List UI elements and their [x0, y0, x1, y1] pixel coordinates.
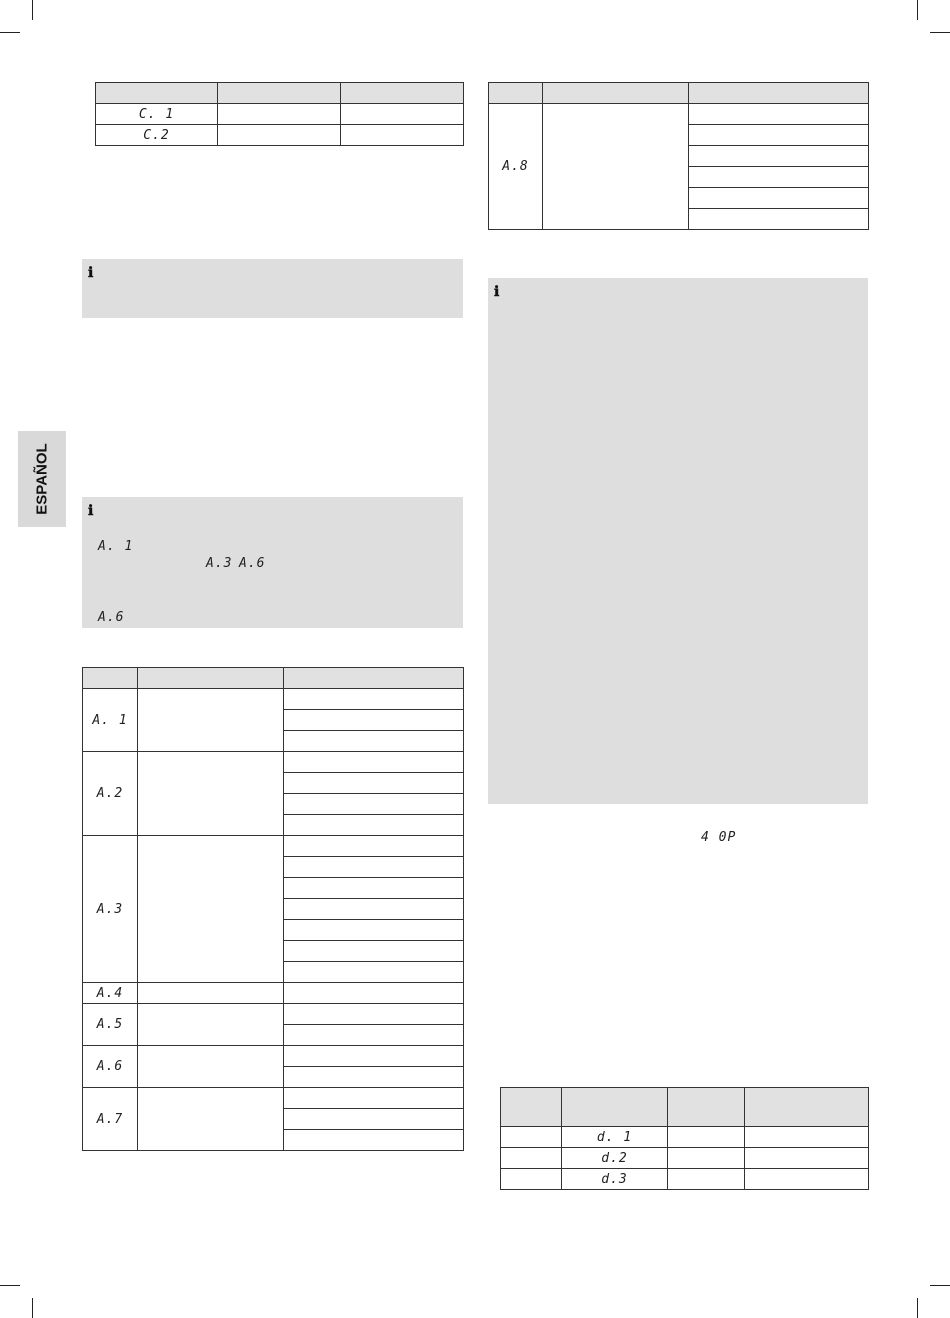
info-icon: ℹ [88, 265, 94, 281]
table-row [489, 104, 869, 125]
info-note-3 [488, 278, 868, 804]
table-row [96, 104, 464, 125]
table-a-codes [82, 667, 464, 1151]
table-header-row [96, 83, 464, 104]
note-code-a6: A.6 [239, 556, 266, 571]
table-row [83, 752, 464, 773]
crop-mark [32, 0, 33, 20]
standby-code: 4 0P [701, 830, 737, 845]
note-code-a6-bottom: A.6 [98, 610, 125, 625]
language-tab [18, 431, 66, 527]
code-a7: A.7 [83, 1088, 138, 1151]
code-a8: A.8 [489, 104, 543, 230]
table-row [501, 1127, 869, 1148]
crop-mark [0, 1285, 20, 1286]
table-header-row [501, 1088, 869, 1127]
crop-mark [930, 1285, 950, 1286]
table-row [83, 689, 464, 710]
table-row [501, 1169, 869, 1190]
code-a1: A. 1 [83, 689, 138, 752]
table-row [83, 1046, 464, 1067]
code-d3: d.3 [562, 1169, 668, 1190]
table-row [96, 125, 464, 146]
table-d-codes [500, 1087, 869, 1190]
table-header-row [83, 668, 464, 689]
info-note-2 [82, 497, 463, 628]
crop-mark [0, 32, 20, 33]
table-row [83, 836, 464, 857]
code-a2: A.2 [83, 752, 138, 836]
table-row [83, 1004, 464, 1025]
code-d1: d. 1 [562, 1127, 668, 1148]
code-a3: A.3 [83, 836, 138, 983]
info-note-1 [82, 259, 463, 318]
table-c-codes [95, 82, 464, 146]
info-icon: ℹ [88, 503, 94, 519]
table-a8 [488, 82, 869, 230]
note-code-a1: A. 1 [98, 539, 134, 554]
note-code-a3: A.3 [206, 556, 233, 571]
code-a4: A.4 [83, 983, 138, 1004]
code-a5: A.5 [83, 1004, 138, 1046]
code-c1: C. 1 [96, 104, 218, 125]
crop-mark [930, 32, 950, 33]
code-a6: A.6 [83, 1046, 138, 1088]
language-tab-label: ESPAÑOL [33, 443, 51, 515]
code-d2: d.2 [562, 1148, 668, 1169]
code-c2: C.2 [96, 125, 218, 146]
info-icon: ℹ [494, 284, 500, 300]
table-row [83, 1088, 464, 1109]
table-row [501, 1148, 869, 1169]
table-header-row [489, 83, 869, 104]
table-row [83, 983, 464, 1004]
crop-mark [917, 1298, 918, 1318]
crop-mark [917, 0, 918, 20]
crop-mark [32, 1298, 33, 1318]
